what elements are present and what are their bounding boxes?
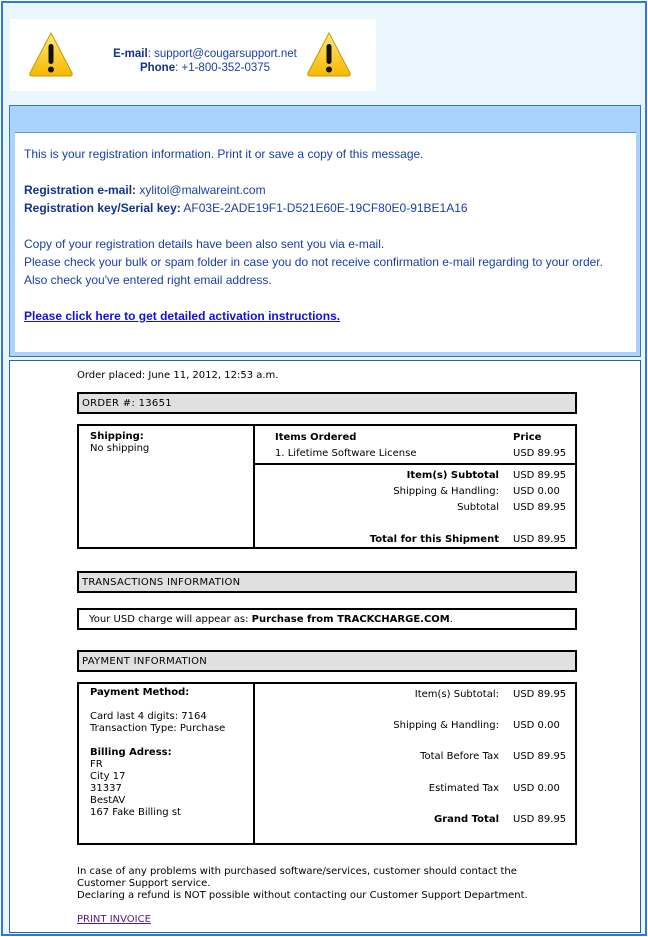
- serial-key: AF03E-2ADE19F1-D521E60E-19CF80E0-91BE1A16: [183, 201, 468, 215]
- shipping-label: Shipping:: [90, 431, 144, 442]
- payment-total-value: USD 89.95: [513, 689, 567, 700]
- serial-key-label: Registration key/Serial key:: [24, 201, 181, 215]
- items-header: Items Ordered: [275, 432, 357, 443]
- email-label: E-mail: [113, 48, 148, 60]
- total-label: Item(s) Subtotal: [406, 470, 499, 481]
- support-notice: In case of any problems with purchased software/services, customer should contact the: [77, 866, 517, 877]
- payment-total-value: USD 0.00: [513, 783, 560, 794]
- total-label: Subtotal: [457, 502, 499, 513]
- total-value: USD 89.95: [513, 470, 567, 481]
- transactions-title: TRANSACTIONS INFORMATION: [77, 571, 577, 593]
- item-price: USD 89.95: [513, 448, 567, 459]
- item-name: 1. Lifetime Software License: [275, 448, 417, 459]
- page-frame: [1, 1, 647, 936]
- shipping-value: No shipping: [90, 443, 150, 454]
- billing-line: 167 Fake Billing st: [90, 807, 181, 818]
- payment-total-label: Total Before Tax: [420, 751, 499, 762]
- payment-total-value: USD 89.95: [513, 751, 567, 762]
- support-header: E-mail: support@cougarsupport.net Phone: +1-800-352-0375: [10, 19, 376, 91]
- order-placed: Order placed: June 11, 2012, 12:53 a.m.: [77, 370, 279, 381]
- payment-total-label: Shipping & Handling:: [393, 720, 499, 731]
- phone-label: Phone: [139, 62, 176, 74]
- order-number: ORDER #: 13651: [77, 392, 577, 414]
- warning-icon: [28, 31, 74, 77]
- refund-notice: Declaring a refund is NOT possible without contacting our Customer Support Department.: [77, 890, 528, 901]
- payment-table: [77, 682, 577, 845]
- card-digits: Card last 4 digits: 7164: [90, 711, 207, 722]
- total-label: Total for this Shipment: [369, 534, 499, 545]
- billing-label: Billing Adress:: [90, 747, 172, 758]
- charge-suffix: .: [449, 614, 453, 625]
- registration-email-label: Registration e-mail:: [24, 183, 137, 197]
- billing-line: BestAV: [90, 795, 126, 806]
- payment-total-value: USD 0.00: [513, 720, 560, 731]
- registration-note: Please check your bulk or spam folder in case you do not receive confirmation e-mail regarding to your order.: [24, 255, 603, 269]
- print-invoice-link[interactable]: PRINT INVOICE: [77, 914, 151, 925]
- grand-total-value: USD 89.95: [513, 814, 567, 825]
- total-value: USD 89.95: [513, 502, 567, 513]
- order-table: [77, 424, 577, 549]
- registration-panel: [9, 105, 641, 357]
- total-value: USD 89.95: [513, 534, 567, 545]
- billing-line: FR: [90, 759, 103, 770]
- activation-instructions-link[interactable]: Please click here to get detailed activation instructions.: [24, 309, 341, 323]
- charge-name: Purchase from TRACKCHARGE.COM: [251, 614, 450, 625]
- transaction-type: Transaction Type: Purchase: [90, 723, 226, 734]
- grand-total-label: Grand Total: [434, 814, 499, 825]
- payment-title: PAYMENT INFORMATION: [77, 650, 577, 672]
- payment-total-label: Item(s) Subtotal:: [414, 689, 499, 700]
- support-notice: Customer Support service.: [77, 878, 211, 889]
- registration-note: Copy of your registration details have been also sent you via e-mail.: [24, 237, 385, 251]
- warning-icon: [306, 31, 352, 77]
- billing-line: City 17: [90, 771, 126, 782]
- invoice: [9, 360, 641, 933]
- total-value: USD 0.00: [513, 486, 560, 497]
- support-phone: +1-800-352-0375: [181, 62, 271, 74]
- billing-line: 31337: [90, 783, 122, 794]
- charge-prefix: Your USD charge will appear as:: [89, 614, 252, 625]
- registration-email: xylitol@malwareint.com: [139, 183, 266, 197]
- registration-note: Also check you've entered right email address.: [24, 273, 272, 287]
- payment-method-label: Payment Method:: [90, 687, 190, 698]
- charge-descriptor: [77, 608, 577, 630]
- total-label: Shipping & Handling:: [393, 486, 499, 497]
- support-email: support@cougarsupport.net: [154, 48, 297, 60]
- payment-total-label: Estimated Tax: [428, 783, 499, 794]
- registration-intro: This is your registration information. Print it or save a copy of this message.: [24, 147, 424, 161]
- price-header: Price: [513, 432, 542, 443]
